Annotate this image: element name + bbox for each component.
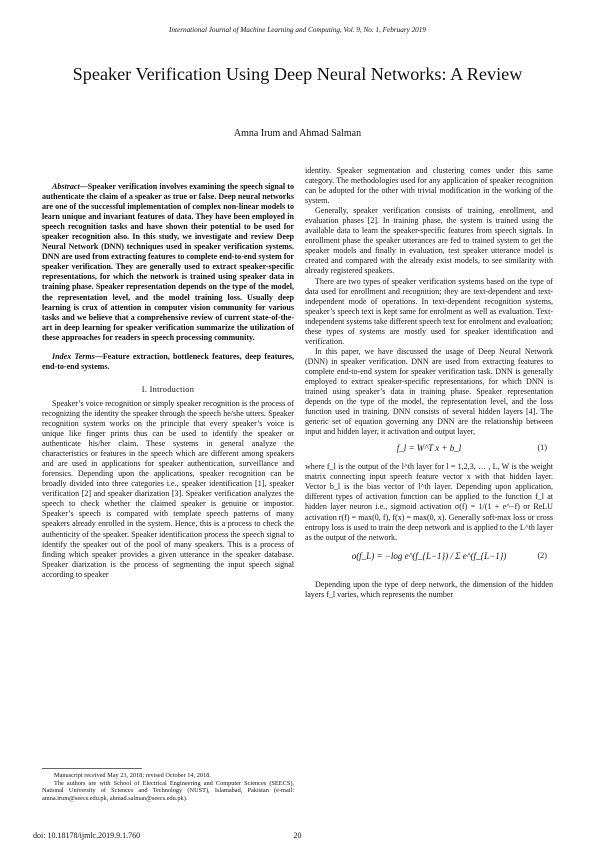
footnote-affiliation: The authors are with School of Electrical Engineering and Computer Sciences (SEECS), National University of Sciences and Technology (NUST), Islamabad, Pakistan (e-mail: amna.irum@seecs.edu.pk, ahmad.salman@seecs.edu.pk). (42, 779, 294, 802)
abstract (42, 182, 294, 343)
doi[interactable]: doi: 10.18178/ijmlc.2019.9.1.760 (33, 831, 141, 840)
paper-title: Speaker Verification Using Deep Neural Networks: A Review (72, 64, 523, 84)
left-column (42, 182, 294, 580)
footnote (42, 772, 294, 802)
paragraph-types: There are two types of speaker verification systems based on the type of data used for enrollment and recognition; they are text-dependent and text-independent mode of operations. In text-dependent recognition systems, speaker’s speech text is kept same for enrolment as well as evaluation. Text-independent systems take different speech text for enrolment and evaluation; these types of systems are mostly used for speaker identification and verification. (305, 276, 553, 346)
right-column (305, 166, 553, 600)
equation-2-number: (2) (537, 550, 547, 560)
abstract-text: —Speaker verification involves examining the speech signal to authenticate the claim of a speaker as true or false. Deep neural networks are one of the successful implementation of complex non-linear models to learn unique and invariant features of data. They have been employed in speech recognition tasks and have shown their potential to be used for speaker recognition also. In this study, we investigate and review Deep Neural Network (DNN) techniques used in speaker verification systems. DNN are used from extracting features to complete end-to-end system for speaker verification. They are generally used to extract speaker-specific representations, for which the network is trained using speaker data in training phase. Speaker representation depends on the type of the model, the representation level, and the model training loss. Usually deep learning is crux of attention in computer vision community for various tasks and we believe that a comprehensive review of current state-of-the-art in deep learning for speaker verification summarize the utilization of these approaches for readers in speech processing community. (42, 182, 294, 342)
page-number: 20 (293, 831, 302, 840)
paragraph-hidden-layers: Depending upon the type of deep network, the dimension of the hidden layers f_l varies, which represents the number (305, 579, 553, 599)
equation-1 (305, 443, 553, 457)
footnote-received: Manuscript received May 23, 2018; revised October 14, 2018. (54, 772, 211, 779)
paragraph-dnn: In this paper, we have discussed the usage of Deep Neural Network (DNN) in speaker verification. DNN are used from extracting features to complete end-to-end system for speaker verification task. DNN is generally employed to extract speaker-specific representations, for which DNN is trained using speaker’s data in training phase. Speaker representation depends on the type of the model, the representation level, and the loss function used in training. DNN consists of several hidden layers [4]. The generic set of equation governing any DNN are the relationship between input and hidden layer, it activation and output layer, (305, 346, 553, 437)
equation-1-number: (1) (537, 443, 547, 453)
intro-paragraph: Speaker’s voice recognition or simply speaker recognition is the process of recognizing the identity the speaker through the speech he/she utters. Speaker recognition system works on the principle that every speaker’s voice is unique like finger prints thus can be used to identify the speaker or authenticate his/her claim. These systems in general analyze the characteristics or features in the speech which are different among speakers and are used in applications for speaker authentication, surveillance and forensics. Depending upon the applications, speaker recognition can be broadly divided into three categories i.e., speaker identification [1], speaker verification [2] and speaker diarization [3]. Speaker verification analyzes the speech to check whether the claimed speaker is genuine or impostor. Speaker’s speech is compared with template speech patterns of many speakers already enrolled in the system. Hence, this is a process to check the authenticity of the speaker. Speaker identification process the speech signal to identify the speaker out of the pool of many speakers. This is a process of finding which speaker provides a given utterance in the speaker database. Speaker diarization is the process of segmenting the input speech signal according to speaker (42, 398, 294, 579)
paragraph-continued: identity. Speaker segmentation and clustering comes under this same category. The methodologies used for any application of speaker recognition can be adopted for the other with trivial modification in the working of the system. (305, 166, 553, 206)
index-terms-label: Index Terms (52, 351, 95, 361)
section-heading-introduction: I. Introduction (141, 384, 195, 394)
index-terms (42, 352, 294, 372)
equation-2-expression: o(f_L) = −log e^(f_{L−1}) / Σ e^(f_{L−1}) (351, 550, 507, 561)
journal-header: International Journal of Machine Learning and Computing, Vol. 9, No. 1, February 2019 (169, 26, 426, 34)
equation-1-explanation: where f_l is the output of the l^th layer for l = 1,2,3, … , L, W is the weight matrix connecting input speech feature vector x with that hidden layer. Vector b_l is the bias vector of l^th layer. Depending upon application, different types of activation function can be applied to the function f_l at hidden layer neuron i.e., sigmoid activation σ(f) = 1/(1 + e^−f) or ReLU activation r(f) = max(0, f), f(x) = max(0, x). Generally soft-max loss or cross entropy loss is used to train the deep network and is applied to the L^th layer as the output of the network. (305, 462, 553, 542)
abstract-label: Abstract (52, 182, 80, 191)
index-terms-text: —Feature extraction, bottleneck features, deep features, end-to-end systems. (42, 351, 294, 371)
footnote-rule (42, 768, 142, 769)
equation-2 (305, 551, 553, 573)
paragraph-phases: Generally, speaker verification consists of training, enrollment, and evaluation phases [2]. In training phase, the system is trained using the available data to learn the speaker-specific features from speech signals. In enrollment phase the speaker utterances are fed to trained system to get the speaker models and finally in evaluation, test speaker utterance model is created and compared with the already exist models, to see similarity with already registered speakers. (305, 206, 553, 276)
authors: Amna Irum and Ahmad Salman (233, 128, 362, 139)
equation-1-expression: f_l = W^T x + b_l (396, 443, 462, 454)
